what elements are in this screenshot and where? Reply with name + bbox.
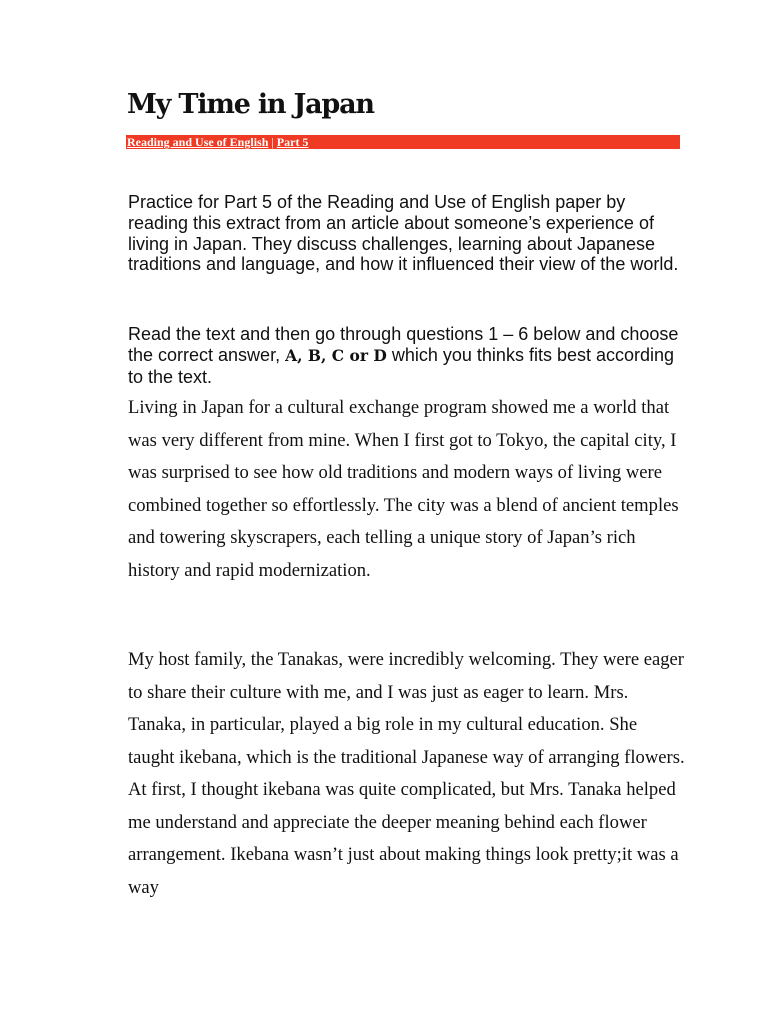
article-paragraph-2: My host family, the Tanakas, were incredibly welcoming. They were eager to share their culture with me, and I was just as eager to learn. Mrs. Tanaka, in particular, played a big role in my cultural education. She taught ikebana, which is the traditional Japanese way of arranging flowers. At first, I thought ikebana was quite complicated, but Mrs. Tanaka helped me understand and appreciate the deeper meaning behind each flower arrangement. Ikebana wasn’t just about making things look pretty;it was a way bbox=[128, 649, 685, 898]
answer-options: A, B, C or D bbox=[285, 345, 387, 365]
instructions-text-before: Read the text and then go through questions 1 – 6 below and choose the correct answer, bbox=[128, 324, 679, 365]
breadcrumb-banner bbox=[126, 135, 680, 149]
page-title: My Time in Japan bbox=[127, 89, 374, 120]
breadcrumb-link-reading-use-of-english[interactable]: Reading and Use of English bbox=[127, 135, 269, 149]
instructions-text-after: which you thinks fits best according to the text. bbox=[128, 344, 675, 387]
article-paragraph-1: Living in Japan for a cultural exchange program showed me a world that was very different from mine. When I first got to Tokyo, the capital city, I was surprised to see how old traditions and modern ways of living were combined together so effortlessly. The city was a blend of ancient temples and towering skyscrapers, each telling a unique story of Japan’s rich history and rapid modernization. bbox=[128, 397, 679, 581]
breadcrumb-separator: | bbox=[268, 135, 277, 149]
intro-paragraph: Practice for Part 5 of the Reading and Use of English paper by reading this extract from an article about someone’s experience of living in Japan. They discuss challenges, learning about Japanese traditions and language, and how it influenced their view of the world. bbox=[128, 192, 679, 275]
instructions-paragraph bbox=[128, 324, 688, 387]
breadcrumb-link-part-5[interactable]: Part 5 bbox=[276, 135, 309, 149]
